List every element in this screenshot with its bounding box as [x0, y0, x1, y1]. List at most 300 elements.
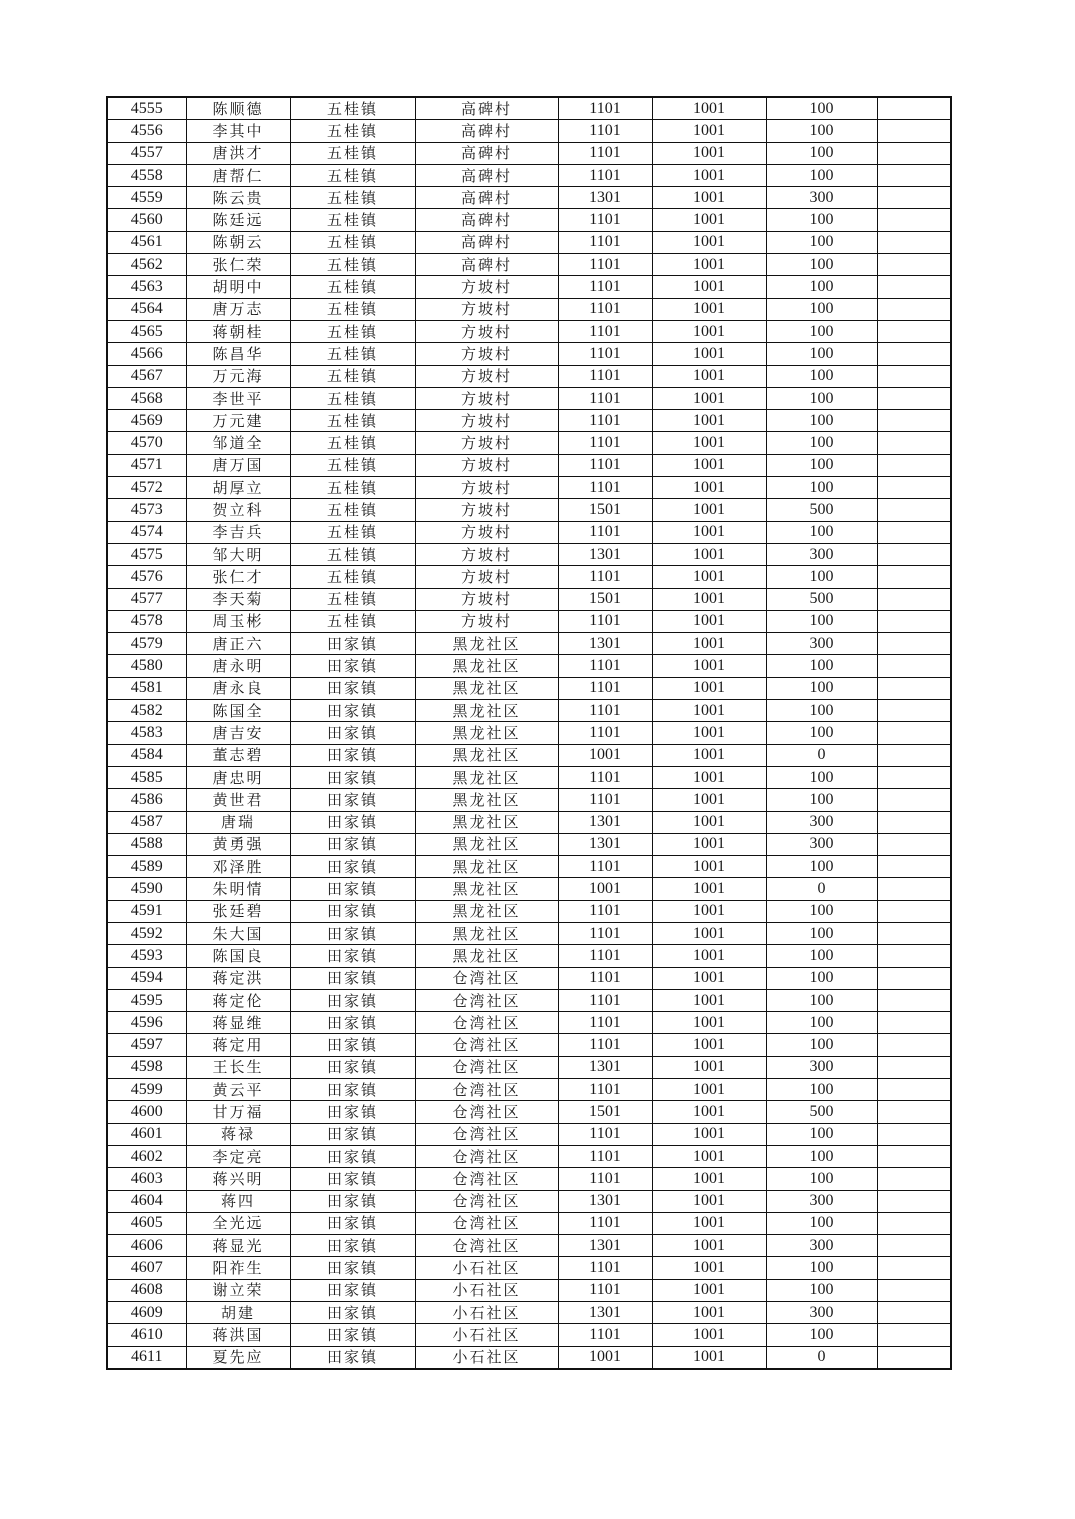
- town-cell: 五桂镇: [290, 610, 415, 632]
- code-b-cell: 1001: [652, 298, 766, 320]
- person-name-cell: 朱明情: [186, 878, 290, 900]
- person-name-cell: 陈云贵: [186, 187, 290, 209]
- amount-cell: 100: [766, 1012, 877, 1034]
- remark-cell: [877, 499, 951, 521]
- row-number-cell: 4581: [107, 677, 186, 699]
- person-name-cell: 陈昌华: [186, 343, 290, 365]
- remark-cell: [877, 766, 951, 788]
- person-name-cell: 陈朝云: [186, 231, 290, 253]
- town-cell: 五桂镇: [290, 365, 415, 387]
- table-row: [107, 878, 951, 900]
- person-name-cell: 李其中: [186, 120, 290, 142]
- code-b-cell: 1001: [652, 231, 766, 253]
- person-name-cell: 胡建: [186, 1302, 290, 1324]
- code-a-cell: 1101: [558, 1123, 652, 1145]
- person-name-cell: 黄勇强: [186, 833, 290, 855]
- person-name-cell: 邹道全: [186, 432, 290, 454]
- table-row: [107, 1145, 951, 1167]
- village-cell: 仓湾社区: [415, 1212, 558, 1234]
- table-row: [107, 187, 951, 209]
- table-row: [107, 120, 951, 142]
- table-row: [107, 97, 951, 120]
- village-cell: 方坡村: [415, 410, 558, 432]
- row-number-cell: 4607: [107, 1257, 186, 1279]
- village-cell: 黑龙社区: [415, 789, 558, 811]
- remark-cell: [877, 1279, 951, 1301]
- person-name-cell: 蒋朝桂: [186, 320, 290, 342]
- table-row: [107, 1190, 951, 1212]
- village-cell: 小石社区: [415, 1346, 558, 1369]
- person-name-cell: 陈国全: [186, 700, 290, 722]
- village-cell: 黑龙社区: [415, 922, 558, 944]
- code-b-cell: 1001: [652, 856, 766, 878]
- row-number-cell: 4569: [107, 410, 186, 432]
- remark-cell: [877, 1346, 951, 1369]
- town-cell: 田家镇: [290, 744, 415, 766]
- town-cell: 五桂镇: [290, 142, 415, 164]
- table-row: [107, 1168, 951, 1190]
- code-b-cell: 1001: [652, 1346, 766, 1369]
- row-number-cell: 4560: [107, 209, 186, 231]
- amount-cell: 100: [766, 1034, 877, 1056]
- town-cell: 田家镇: [290, 1302, 415, 1324]
- row-number-cell: 4576: [107, 566, 186, 588]
- code-b-cell: 1001: [652, 209, 766, 231]
- remark-cell: [877, 298, 951, 320]
- records-table: [106, 96, 952, 1370]
- code-a-cell: 1101: [558, 900, 652, 922]
- village-cell: 高碑村: [415, 231, 558, 253]
- person-name-cell: 蒋显光: [186, 1235, 290, 1257]
- row-number-cell: 4562: [107, 254, 186, 276]
- table-row: [107, 967, 951, 989]
- row-number-cell: 4557: [107, 142, 186, 164]
- code-a-cell: 1301: [558, 187, 652, 209]
- row-number-cell: 4604: [107, 1190, 186, 1212]
- remark-cell: [877, 856, 951, 878]
- village-cell: 仓湾社区: [415, 1123, 558, 1145]
- person-name-cell: 贺立科: [186, 499, 290, 521]
- row-number-cell: 4577: [107, 588, 186, 610]
- code-b-cell: 1001: [652, 967, 766, 989]
- code-a-cell: 1501: [558, 499, 652, 521]
- town-cell: 田家镇: [290, 856, 415, 878]
- amount-cell: 100: [766, 254, 877, 276]
- village-cell: 方坡村: [415, 432, 558, 454]
- town-cell: 田家镇: [290, 1235, 415, 1257]
- person-name-cell: 全光远: [186, 1212, 290, 1234]
- town-cell: 田家镇: [290, 1190, 415, 1212]
- remark-cell: [877, 142, 951, 164]
- village-cell: 高碑村: [415, 187, 558, 209]
- village-cell: 黑龙社区: [415, 900, 558, 922]
- table-row: [107, 164, 951, 186]
- town-cell: 田家镇: [290, 967, 415, 989]
- amount-cell: 300: [766, 187, 877, 209]
- person-name-cell: 唐瑞: [186, 811, 290, 833]
- table-row: [107, 1302, 951, 1324]
- amount-cell: 300: [766, 1235, 877, 1257]
- person-name-cell: 唐帮仁: [186, 164, 290, 186]
- row-number-cell: 4580: [107, 655, 186, 677]
- remark-cell: [877, 543, 951, 565]
- row-number-cell: 4605: [107, 1212, 186, 1234]
- remark-cell: [877, 700, 951, 722]
- row-number-cell: 4563: [107, 276, 186, 298]
- code-a-cell: 1001: [558, 1346, 652, 1369]
- code-b-cell: 1001: [652, 989, 766, 1011]
- town-cell: 五桂镇: [290, 588, 415, 610]
- table-row: [107, 655, 951, 677]
- amount-cell: 100: [766, 231, 877, 253]
- village-cell: 黑龙社区: [415, 811, 558, 833]
- village-cell: 方坡村: [415, 320, 558, 342]
- town-cell: 田家镇: [290, 677, 415, 699]
- amount-cell: 100: [766, 1079, 877, 1101]
- code-a-cell: 1101: [558, 365, 652, 387]
- row-number-cell: 4591: [107, 900, 186, 922]
- code-a-cell: 1101: [558, 677, 652, 699]
- table-row: [107, 566, 951, 588]
- remark-cell: [877, 922, 951, 944]
- code-b-cell: 1001: [652, 1034, 766, 1056]
- code-b-cell: 1001: [652, 900, 766, 922]
- person-name-cell: 李世平: [186, 387, 290, 409]
- amount-cell: 300: [766, 1056, 877, 1078]
- village-cell: 仓湾社区: [415, 1101, 558, 1123]
- town-cell: 田家镇: [290, 1123, 415, 1145]
- remark-cell: [877, 1034, 951, 1056]
- row-number-cell: 4594: [107, 967, 186, 989]
- row-number-cell: 4601: [107, 1123, 186, 1145]
- table-row: [107, 387, 951, 409]
- village-cell: 方坡村: [415, 298, 558, 320]
- code-a-cell: 1101: [558, 967, 652, 989]
- code-a-cell: 1301: [558, 1235, 652, 1257]
- town-cell: 五桂镇: [290, 187, 415, 209]
- village-cell: 黑龙社区: [415, 766, 558, 788]
- table-row: [107, 543, 951, 565]
- row-number-cell: 4566: [107, 343, 186, 365]
- code-b-cell: 1001: [652, 97, 766, 120]
- table-row: [107, 833, 951, 855]
- amount-cell: 500: [766, 588, 877, 610]
- amount-cell: 100: [766, 856, 877, 878]
- village-cell: 高碑村: [415, 120, 558, 142]
- row-number-cell: 4567: [107, 365, 186, 387]
- town-cell: 五桂镇: [290, 343, 415, 365]
- table-row: [107, 343, 951, 365]
- town-cell: 五桂镇: [290, 543, 415, 565]
- code-a-cell: 1501: [558, 588, 652, 610]
- town-cell: 田家镇: [290, 1346, 415, 1369]
- person-name-cell: 李吉兵: [186, 521, 290, 543]
- remark-cell: [877, 1012, 951, 1034]
- town-cell: 五桂镇: [290, 387, 415, 409]
- person-name-cell: 唐万国: [186, 454, 290, 476]
- table-row: [107, 1101, 951, 1123]
- town-cell: 田家镇: [290, 789, 415, 811]
- remark-cell: [877, 588, 951, 610]
- person-name-cell: 陈顺德: [186, 97, 290, 120]
- code-a-cell: 1101: [558, 1257, 652, 1279]
- remark-cell: [877, 677, 951, 699]
- remark-cell: [877, 1145, 951, 1167]
- village-cell: 小石社区: [415, 1302, 558, 1324]
- remark-cell: [877, 789, 951, 811]
- town-cell: 田家镇: [290, 1168, 415, 1190]
- person-name-cell: 朱大国: [186, 922, 290, 944]
- remark-cell: [877, 811, 951, 833]
- town-cell: 田家镇: [290, 1012, 415, 1034]
- amount-cell: 0: [766, 1346, 877, 1369]
- amount-cell: 100: [766, 209, 877, 231]
- table-row: [107, 900, 951, 922]
- code-a-cell: 1101: [558, 1168, 652, 1190]
- amount-cell: 300: [766, 1190, 877, 1212]
- person-name-cell: 李天菊: [186, 588, 290, 610]
- code-b-cell: 1001: [652, 1235, 766, 1257]
- village-cell: 黑龙社区: [415, 677, 558, 699]
- code-b-cell: 1001: [652, 164, 766, 186]
- amount-cell: 300: [766, 811, 877, 833]
- village-cell: 仓湾社区: [415, 1168, 558, 1190]
- code-b-cell: 1001: [652, 922, 766, 944]
- code-a-cell: 1101: [558, 521, 652, 543]
- table-row: [107, 499, 951, 521]
- code-a-cell: 1101: [558, 120, 652, 142]
- code-b-cell: 1001: [652, 878, 766, 900]
- code-b-cell: 1001: [652, 633, 766, 655]
- row-number-cell: 4573: [107, 499, 186, 521]
- village-cell: 仓湾社区: [415, 1034, 558, 1056]
- row-number-cell: 4593: [107, 945, 186, 967]
- town-cell: 田家镇: [290, 1257, 415, 1279]
- row-number-cell: 4595: [107, 989, 186, 1011]
- table-row: [107, 276, 951, 298]
- amount-cell: 100: [766, 164, 877, 186]
- row-number-cell: 4559: [107, 187, 186, 209]
- code-a-cell: 1101: [558, 1324, 652, 1346]
- code-a-cell: 1001: [558, 744, 652, 766]
- table-row: [107, 588, 951, 610]
- town-cell: 五桂镇: [290, 298, 415, 320]
- town-cell: 田家镇: [290, 811, 415, 833]
- table-row: [107, 1056, 951, 1078]
- amount-cell: 100: [766, 922, 877, 944]
- code-a-cell: 1101: [558, 566, 652, 588]
- code-a-cell: 1101: [558, 454, 652, 476]
- table-row: [107, 1079, 951, 1101]
- row-number-cell: 4596: [107, 1012, 186, 1034]
- remark-cell: [877, 97, 951, 120]
- village-cell: 黑龙社区: [415, 722, 558, 744]
- village-cell: 小石社区: [415, 1324, 558, 1346]
- town-cell: 田家镇: [290, 989, 415, 1011]
- town-cell: 田家镇: [290, 700, 415, 722]
- town-cell: 田家镇: [290, 1101, 415, 1123]
- village-cell: 方坡村: [415, 454, 558, 476]
- town-cell: 五桂镇: [290, 410, 415, 432]
- village-cell: 黑龙社区: [415, 744, 558, 766]
- code-a-cell: 1101: [558, 1145, 652, 1167]
- row-number-cell: 4555: [107, 97, 186, 120]
- amount-cell: 300: [766, 543, 877, 565]
- town-cell: 五桂镇: [290, 454, 415, 476]
- table-row: [107, 365, 951, 387]
- code-b-cell: 1001: [652, 945, 766, 967]
- code-b-cell: 1001: [652, 610, 766, 632]
- code-a-cell: 1301: [558, 633, 652, 655]
- row-number-cell: 4603: [107, 1168, 186, 1190]
- remark-cell: [877, 1257, 951, 1279]
- person-name-cell: 蒋显维: [186, 1012, 290, 1034]
- code-a-cell: 1301: [558, 1302, 652, 1324]
- code-b-cell: 1001: [652, 1212, 766, 1234]
- remark-cell: [877, 320, 951, 342]
- village-cell: 黑龙社区: [415, 655, 558, 677]
- code-b-cell: 1001: [652, 365, 766, 387]
- remark-cell: [877, 1302, 951, 1324]
- village-cell: 黑龙社区: [415, 945, 558, 967]
- code-a-cell: 1101: [558, 789, 652, 811]
- remark-cell: [877, 432, 951, 454]
- code-b-cell: 1001: [652, 1257, 766, 1279]
- table-row: [107, 766, 951, 788]
- table-row: [107, 945, 951, 967]
- row-number-cell: 4600: [107, 1101, 186, 1123]
- person-name-cell: 蒋兴明: [186, 1168, 290, 1190]
- village-cell: 方坡村: [415, 588, 558, 610]
- amount-cell: 100: [766, 1168, 877, 1190]
- table-row: [107, 477, 951, 499]
- remark-cell: [877, 521, 951, 543]
- table-row: [107, 633, 951, 655]
- code-b-cell: 1001: [652, 1168, 766, 1190]
- person-name-cell: 蒋洪国: [186, 1324, 290, 1346]
- town-cell: 五桂镇: [290, 209, 415, 231]
- amount-cell: 100: [766, 97, 877, 120]
- amount-cell: 100: [766, 432, 877, 454]
- town-cell: 田家镇: [290, 722, 415, 744]
- person-name-cell: 唐洪才: [186, 142, 290, 164]
- village-cell: 方坡村: [415, 387, 558, 409]
- code-a-cell: 1301: [558, 811, 652, 833]
- code-a-cell: 1301: [558, 833, 652, 855]
- code-b-cell: 1001: [652, 811, 766, 833]
- person-name-cell: 蒋禄: [186, 1123, 290, 1145]
- town-cell: 五桂镇: [290, 477, 415, 499]
- amount-cell: 500: [766, 1101, 877, 1123]
- table-row: [107, 1279, 951, 1301]
- code-b-cell: 1001: [652, 1145, 766, 1167]
- table-row: [107, 856, 951, 878]
- remark-cell: [877, 209, 951, 231]
- code-a-cell: 1101: [558, 722, 652, 744]
- code-a-cell: 1101: [558, 989, 652, 1011]
- table-row: [107, 521, 951, 543]
- town-cell: 五桂镇: [290, 276, 415, 298]
- village-cell: 高碑村: [415, 142, 558, 164]
- village-cell: 方坡村: [415, 543, 558, 565]
- code-a-cell: 1101: [558, 343, 652, 365]
- row-number-cell: 4599: [107, 1079, 186, 1101]
- amount-cell: 100: [766, 655, 877, 677]
- code-b-cell: 1001: [652, 1012, 766, 1034]
- amount-cell: 100: [766, 945, 877, 967]
- code-a-cell: 1101: [558, 276, 652, 298]
- village-cell: 高碑村: [415, 209, 558, 231]
- person-name-cell: 谢立荣: [186, 1279, 290, 1301]
- remark-cell: [877, 633, 951, 655]
- remark-cell: [877, 1079, 951, 1101]
- remark-cell: [877, 967, 951, 989]
- amount-cell: 300: [766, 633, 877, 655]
- town-cell: 五桂镇: [290, 521, 415, 543]
- table-row: [107, 789, 951, 811]
- code-b-cell: 1001: [652, 432, 766, 454]
- row-number-cell: 4585: [107, 766, 186, 788]
- amount-cell: 100: [766, 700, 877, 722]
- table-row: [107, 1235, 951, 1257]
- remark-cell: [877, 343, 951, 365]
- row-number-cell: 4588: [107, 833, 186, 855]
- amount-cell: 100: [766, 410, 877, 432]
- table-row: [107, 298, 951, 320]
- row-number-cell: 4561: [107, 231, 186, 253]
- code-a-cell: 1301: [558, 1056, 652, 1078]
- amount-cell: 100: [766, 120, 877, 142]
- table-row: [107, 744, 951, 766]
- person-name-cell: 蒋四: [186, 1190, 290, 1212]
- remark-cell: [877, 900, 951, 922]
- remark-cell: [877, 1324, 951, 1346]
- row-number-cell: 4578: [107, 610, 186, 632]
- row-number-cell: 4587: [107, 811, 186, 833]
- person-name-cell: 李定亮: [186, 1145, 290, 1167]
- person-name-cell: 陈廷远: [186, 209, 290, 231]
- row-number-cell: 4556: [107, 120, 186, 142]
- person-name-cell: 万元海: [186, 365, 290, 387]
- remark-cell: [877, 655, 951, 677]
- village-cell: 方坡村: [415, 566, 558, 588]
- village-cell: 高碑村: [415, 254, 558, 276]
- remark-cell: [877, 610, 951, 632]
- town-cell: 田家镇: [290, 1145, 415, 1167]
- village-cell: 仓湾社区: [415, 1056, 558, 1078]
- row-number-cell: 4574: [107, 521, 186, 543]
- table-row: [107, 231, 951, 253]
- code-b-cell: 1001: [652, 543, 766, 565]
- table-row: [107, 1034, 951, 1056]
- table-row: [107, 1123, 951, 1145]
- code-b-cell: 1001: [652, 566, 766, 588]
- remark-cell: [877, 254, 951, 276]
- code-b-cell: 1001: [652, 1302, 766, 1324]
- code-a-cell: 1101: [558, 387, 652, 409]
- code-a-cell: 1101: [558, 655, 652, 677]
- town-cell: 田家镇: [290, 1079, 415, 1101]
- town-cell: 五桂镇: [290, 566, 415, 588]
- code-a-cell: 1501: [558, 1101, 652, 1123]
- code-a-cell: 1101: [558, 320, 652, 342]
- row-number-cell: 4575: [107, 543, 186, 565]
- row-number-cell: 4589: [107, 856, 186, 878]
- village-cell: 黑龙社区: [415, 878, 558, 900]
- code-b-cell: 1001: [652, 120, 766, 142]
- table-row: [107, 410, 951, 432]
- table-row: [107, 454, 951, 476]
